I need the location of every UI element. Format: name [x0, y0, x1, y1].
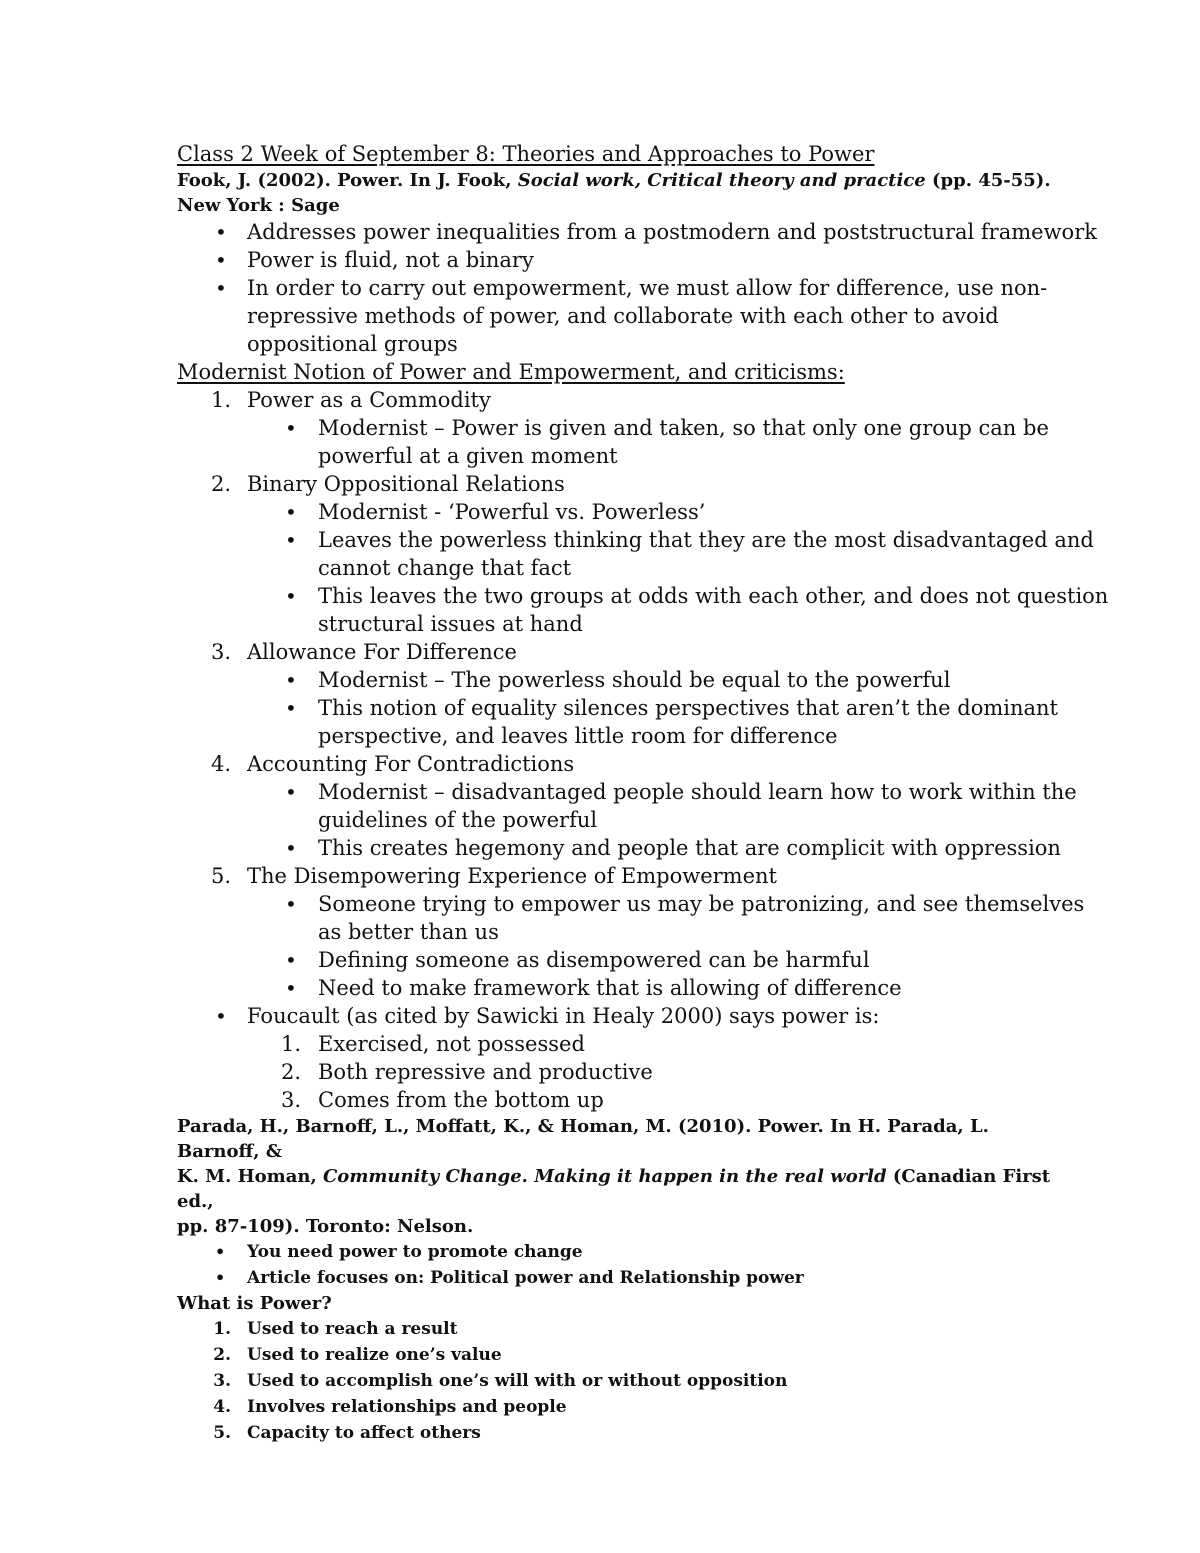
list-item: • In order to carry out empowerment, we must allow for difference, use non- [177, 274, 1077, 302]
reference-parada-line1: Parada, H., Barnoff, L., Moffatt, K., & Homan, M. (2010). Power. In H. Parada, L. Barnoff, & [177, 1116, 989, 1162]
list-item: 3. Used to accomplish one’s will with or without opposition [213, 1371, 788, 1391]
list-item: • Modernist – Power is given and taken, so that only one group can be [177, 414, 1077, 442]
ref-parada-title: Community Change. Making it happen in the real world [322, 1166, 887, 1187]
foucault-point-2: 2. Both repressive and productive [280, 1060, 653, 1084]
list-item: • Need to make framework that is allowing of difference [177, 974, 1077, 1002]
list-item: • Modernist – disadvantaged people should learn how to work within the [177, 778, 1077, 806]
list-item: • Someone trying to empower us may be patronizing, and see themselves [177, 890, 1077, 918]
section-title-5: 5. The Disempowering Experience of Empowerment [210, 864, 777, 888]
list-item: • This creates hegemony and people that are complicit with oppression [177, 834, 1077, 862]
list-item-continuation: as better than us [318, 920, 499, 944]
foucault-point-3: 3. Comes from the bottom up [280, 1088, 604, 1112]
list-item: • Defining someone as disempowered can be harmful [177, 946, 1077, 974]
list-item-continuation: powerful at a given moment [318, 444, 618, 468]
list-item-continuation: structural issues at hand [318, 612, 583, 636]
parada-bullet-list [177, 1239, 1077, 1291]
section-title-3: 3. Allowance For Difference [210, 640, 517, 664]
list-item: • This leaves the two groups at odds with each other, and does not question [177, 582, 1077, 610]
list-item: • Power is fluid, not a binary [177, 246, 1077, 274]
foucault-point-1: 1. Exercised, not possessed [280, 1032, 585, 1056]
list-item-continuation: repressive methods of power, and collaborate with each other to avoid [247, 304, 999, 328]
list-item: 2. Used to realize one’s value [213, 1345, 502, 1365]
list-item: • This notion of equality silences perspectives that aren’t the dominant [177, 694, 1077, 722]
ref-fook-tail: (pp. 45-55). [925, 170, 1051, 191]
reference-parada-line2: K. M. Homan, Community Change. Making it happen in the real world (Canadian First ed., [177, 1166, 1051, 1212]
heading-class2: Class 2 Week of September 8: Theories and Approaches to Power [177, 142, 875, 166]
section-title-1: 1. Power as a Commodity [210, 388, 491, 412]
foucault-item: • Foucault (as cited by Sawicki in Healy 2000) says power is: [177, 1002, 1077, 1030]
ref-fook-title: Social work, Critical theory and practice [517, 170, 926, 191]
list-item: • Modernist - ‘Powerful vs. Powerless’ [177, 498, 1077, 526]
list-item: 1. Used to reach a result [213, 1319, 458, 1339]
section-title-4: 4. Accounting For Contradictions [210, 752, 575, 776]
reference-parada-line3: pp. 87-109). Toronto: Nelson. [177, 1216, 474, 1237]
fook-bullet-list [177, 218, 1097, 358]
list-item: • Modernist – The powerless should be equal to the powerful [177, 666, 1077, 694]
ref-fook-lead: Fook, J. (2002). Power. In J. Fook, [177, 170, 518, 191]
list-item: • Addresses power inequalities from a postmodern and poststructural framework [177, 218, 1077, 246]
list-item: • Leaves the powerless thinking that they are the most disadvantaged and [177, 526, 1077, 554]
heading-what-is-power: What is Power? [177, 1293, 332, 1314]
modernist-list [177, 386, 1109, 1114]
list-item-continuation: perspective, and leaves little room for difference [318, 724, 838, 748]
list-item: • Article focuses on: Political power and Relationship power [177, 1265, 1077, 1291]
list-item-continuation: guidelines of the powerful [318, 808, 598, 832]
reference-fook-line2: New York : Sage [177, 195, 340, 216]
list-item: 5. Capacity to affect others [213, 1423, 481, 1443]
list-item: 4. Involves relationships and people [213, 1397, 567, 1417]
document-page [177, 140, 1109, 1446]
list-item-continuation: oppositional groups [247, 332, 458, 356]
section-title-2: 2. Binary Oppositional Relations [210, 472, 565, 496]
what-is-power-list [177, 1316, 1077, 1446]
reference-fook [177, 168, 1077, 193]
list-item-continuation: cannot change that fact [318, 556, 572, 580]
list-item: • You need power to promote change [177, 1239, 1077, 1265]
heading-modernist: Modernist Notion of Power and Empowerment, and criticisms: [177, 360, 845, 384]
